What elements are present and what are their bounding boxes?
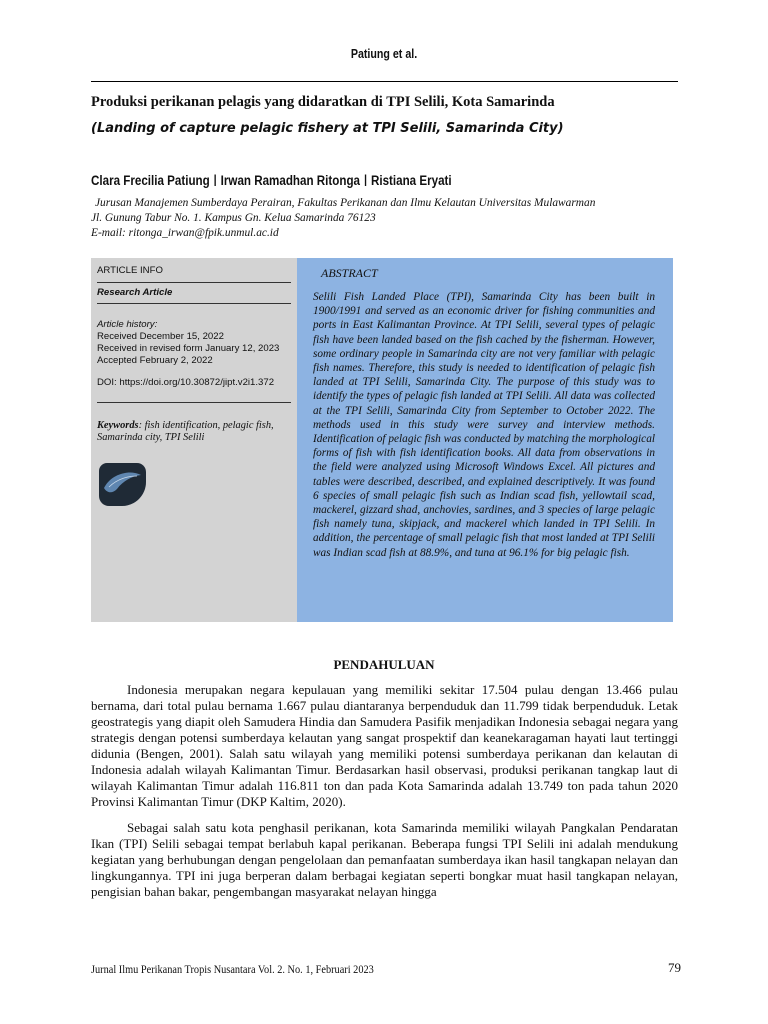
affiliation-institution: Jurusan Manajemen Sumberdaya Perairan, Fakultas Perikanan dan Ilmu Kelautan Universitas Mulawarman	[95, 197, 596, 209]
header-rule	[91, 81, 678, 82]
paper-title-english: (Landing of capture pelagic fishery at TPI Selili, Samarinda City)	[91, 121, 564, 136]
page-number: 79	[668, 960, 681, 975]
author-name: Clara Frecilia Patiung	[91, 173, 210, 188]
article-info-heading: ARTICLE INFO	[97, 265, 163, 276]
keywords	[97, 420, 293, 444]
affiliation-email[interactable]: E-mail: ritonga_irwan@fpik.unmul.ac.id	[91, 227, 279, 239]
author-list	[91, 170, 607, 190]
article-info-box	[91, 258, 297, 622]
affiliation	[91, 196, 691, 241]
footer-journal-name: Jurnal Ilmu Perikanan Tropis Nusantara Vol. 2. No. 1, Februari 2023	[91, 962, 374, 976]
divider	[97, 402, 291, 403]
keywords-text: : fish identification, pelagic fish, Samarinda city, TPI Selili	[97, 420, 274, 443]
author-separator: I	[213, 171, 218, 190]
paper-title-indonesian: Produksi perikanan pelagis yang didaratkan di TPI Selili, Kota Samarinda	[91, 94, 555, 110]
body-paragraph: Sebagai salah satu kota penghasil perikanan, kota Samarinda memiliki wilayah Pangkalan Pendaratan Ikan (TPI) Selili sebagai tempat berlabuh kapal perikanan. Beberapa fungsi TPI Selili ini adalah mendukung kegiatan yang berhubungan dengan pengelolaan dan pemanfaatan sumberdaya ikan hasil tangkapan nelayan dan lingkungannya. TPI ini juga berperan dalam berbagai kegiatan seperti bongkar muat hasil tangkapan nelayan, pengisian bahan bakar, pengembangan masyarakat nelayan hingga	[91, 820, 678, 899]
received-date: Received December 15, 2022	[97, 331, 224, 342]
abstract-text: Selili Fish Landed Place (TPI), Samarinda City has been built in 1900/1991 and served as an economic driver for fishing communities and ports in East Kalimantan Province. At TPI Selili, several types of pelagic fish have been landed based on the fish cached by the fisherman. However, some ordinary people in Samarinda city are not very familiar with pelagic fish names. Therefore, this study is needed to identification of pelagic fish landed at TPI Selili, Samarinda City. The purpose of this study was to identify the types of pelagic fish landed at TPI Selili. All data was collected at the TPI Selili, Samarinda City from September to October 2022. The methods used in this study were survey and interview methods. Identification of pelagic fish was conducted by matching the morphological forms of fish with fish identification books. All data from observations in the field were analyzed using Microsoft Windows Excel. All pictures and tables were described, described, and explained descriptively. It was found 6 species of small pelagic fish such as Indian scad fish, yellowtail scad, mackerel, gizzard shad, anchovies, sardines, and 3 species of large pelagic fish namely tuna, skipjack, and mackerel which landed in TPI Selili. In addition, the percentage of small pelagic fish that most landed at TPI Selili was Indian scad fish at 88.9%, and tuna at 96.1% for big pelagic fish.	[313, 291, 655, 559]
keywords-label: Keywords	[97, 420, 139, 431]
article-history-label: Article history:	[97, 319, 158, 330]
running-header-author: Patiung et al.	[350, 46, 418, 61]
abstract-heading: ABSTRACT	[321, 266, 378, 280]
revised-date: Received in revised form January 12, 2023	[97, 343, 280, 354]
divider	[97, 282, 291, 283]
author-separator: I	[363, 171, 368, 190]
doi-link[interactable]: DOI: https://doi.org/10.30872/jipt.v2i1.372	[97, 377, 275, 388]
section-heading: PENDAHULUAN	[333, 657, 435, 672]
body-paragraph: Indonesia merupakan negara kepulauan yang memiliki sekitar 17.504 pulau dengan 13.466 pulau bernama, dari total pulau bernama 1.667 pulau diantaranya berpenduduk dan 11.799 tidak berpenduduk. Letak geostrategis yang diapit oleh Samudera Hindia dan Samudera Pasifik menjadikan Indonesia sebagai negara yang strategis dengan potensi sumberdaya kelautan yang sangat prospektif dan keanekaragaman hayati laut tertinggi didunia (Bengen, 2001). Salah satu wilayah yang memiliki potensi sumberdaya perikanan dan kelautan di Indonesia adalah wilayah Kalimantan Timur. Berdasarkan hasil observasi, produksi perikanan tangkap laut di wilayah Kalimantan Timur adalah 116.811 ton dan pada Kota Samarinda adalah 13.749 ton pada tahun 2020 Provinsi Kalimantan Timur (DKP Kaltim, 2020).	[91, 682, 678, 809]
author-name: Ristiana Eryati	[370, 173, 452, 188]
accepted-date: Accepted February 2, 2022	[97, 355, 213, 366]
divider	[97, 303, 291, 304]
affiliation-address: Jl. Gunung Tabur No. 1. Kampus Gn. Kelua Samarinda 76123	[91, 212, 376, 224]
author-name: Irwan Ramadhan Ritonga	[220, 173, 361, 188]
article-type: Research Article	[97, 287, 173, 298]
abstract-box	[297, 258, 673, 622]
journal-logo-icon	[97, 460, 147, 510]
